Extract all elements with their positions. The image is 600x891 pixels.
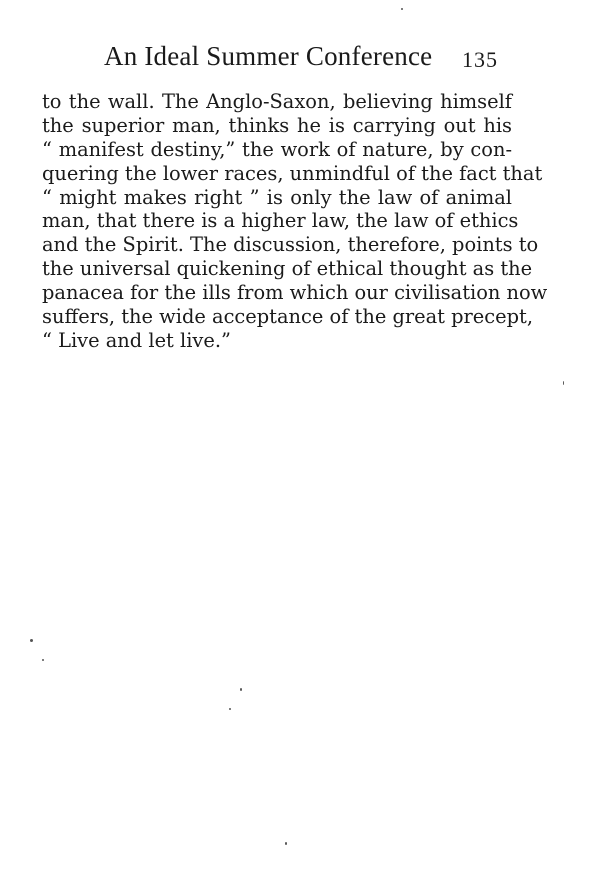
scan-speck <box>401 8 403 10</box>
scan-speck <box>229 708 231 710</box>
text-line: suffers, the wide acceptance of the great precept, <box>42 305 533 329</box>
text-line: “ might makes right ” is only the law of animal <box>42 185 512 209</box>
text-line: to the wall. The Anglo-Saxon, believing himself <box>42 90 512 113</box>
text-line: the superior man, thinks he is carrying out his <box>42 113 512 137</box>
text-line: “ manifest destiny,” the work of nature, by con- <box>42 137 512 161</box>
running-head <box>0 38 600 78</box>
running-title: An Ideal Summer Conference <box>104 41 433 71</box>
body-paragraph <box>42 90 548 353</box>
text-line: man, that there is a higher law, the law of ethics <box>42 209 519 233</box>
scan-speck <box>240 688 242 691</box>
scan-speck <box>42 659 44 661</box>
page-number: 135 <box>462 47 498 72</box>
scan-speck <box>285 842 287 845</box>
scan-speck <box>30 639 33 642</box>
text-line: “ Live and let live.” <box>42 328 231 352</box>
text-line: panacea for the ills from which our civilisation now <box>42 281 548 305</box>
text-line: quering the lower races, unmindful of the fact that <box>42 161 543 185</box>
scan-speck <box>563 381 564 385</box>
text-line: and the Spirit. The discussion, therefore, points to <box>42 233 539 257</box>
text-line: the universal quickening of ethical thought as the <box>42 257 533 281</box>
